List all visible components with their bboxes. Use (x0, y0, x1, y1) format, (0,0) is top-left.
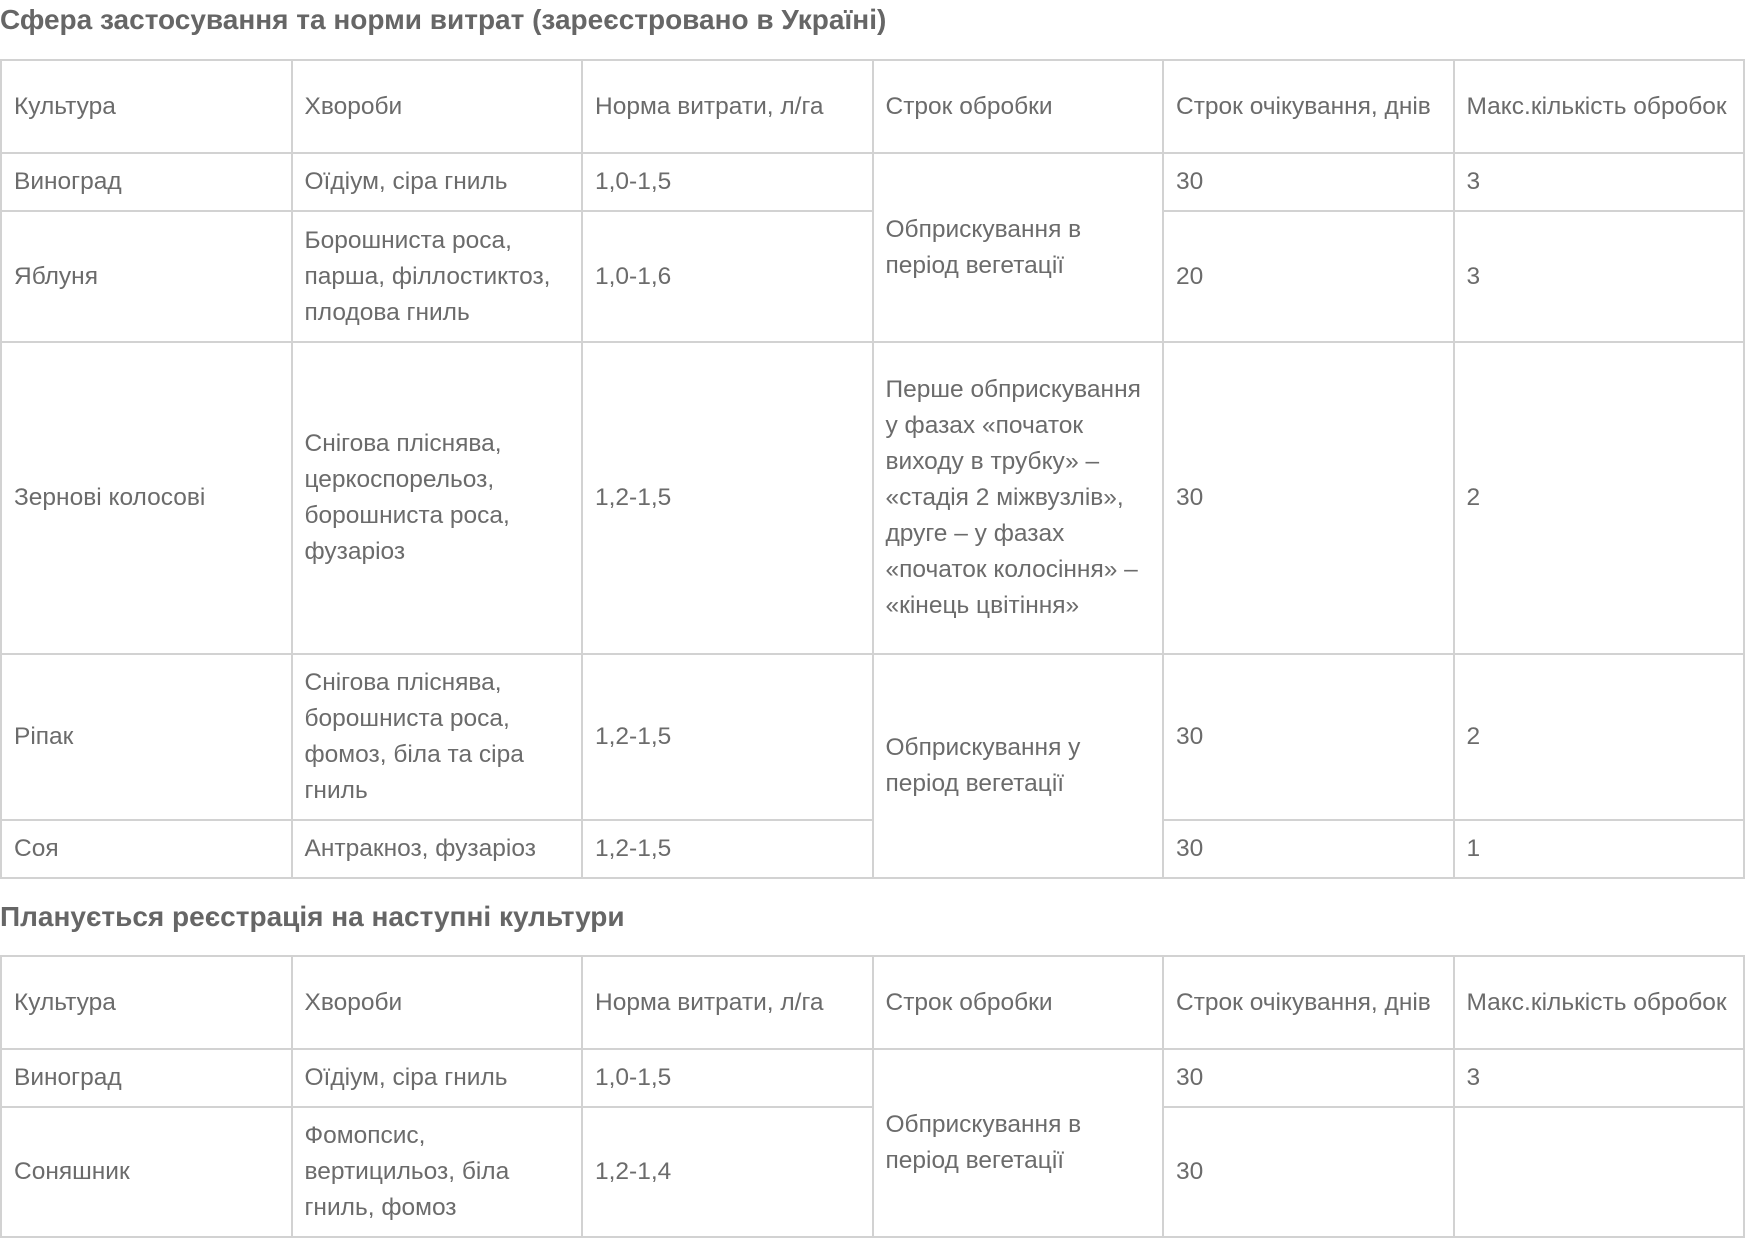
disease-cell: Оїдіум, сіра гниль (292, 1049, 583, 1107)
wait-cell: 30 (1163, 654, 1454, 820)
header-cell: Строк обробки (873, 60, 1164, 153)
header-cell: Строк очікування, днів (1163, 60, 1454, 153)
table-row (1, 342, 1744, 654)
table-header-row (1, 60, 1744, 153)
header-cell: Культура (1, 60, 292, 153)
wait-cell: 30 (1163, 1049, 1454, 1107)
crop-cell: Виноград (1, 153, 292, 211)
wait-cell: 30 (1163, 1107, 1454, 1237)
disease-cell: Снігова пліснява, церкоспорельоз, борошниста роса, фузаріоз (292, 342, 583, 654)
table-row (1, 1049, 1744, 1107)
crop-cell: Ріпак (1, 654, 292, 820)
header-cell: Норма витрати, л/га (582, 60, 873, 153)
rate-cell: 1,2-1,5 (582, 342, 873, 654)
rate-cell: 1,0-1,6 (582, 211, 873, 342)
section-title-registered: Сфера застосування та норми витрат (зареєстровано в Україні) (0, 4, 887, 35)
header-cell: Строк обробки (873, 956, 1164, 1049)
header-cell: Хвороби (292, 60, 583, 153)
disease-cell: Борошниста роса, парша, філлостиктоз, плодова гниль (292, 211, 583, 342)
timing-cell: Перше обприскування у фазах «початок виходу в трубку» – «стадія 2 міжвузлів», друге – у фазах «початок колосіння» – «кінець цвітіння» (873, 342, 1164, 654)
rate-cell: 1,2-1,5 (582, 820, 873, 878)
crop-cell: Виноград (1, 1049, 292, 1107)
header-cell: Строк очікування, днів (1163, 956, 1454, 1049)
planned-table (0, 955, 1745, 1238)
section-title-planned: Планується реєстрація на наступні культури (0, 901, 625, 932)
max-cell (1454, 1107, 1745, 1237)
header-cell: Хвороби (292, 956, 583, 1049)
wait-cell: 30 (1163, 820, 1454, 878)
disease-cell: Антракноз, фузаріоз (292, 820, 583, 878)
disease-cell: Снігова пліснява, борошниста роса, фомоз, біла та сіра гниль (292, 654, 583, 820)
timing-cell: Обприскування у період вегетації (873, 654, 1164, 878)
rate-cell: 1,0-1,5 (582, 1049, 873, 1107)
crop-cell: Зернові колосові (1, 342, 292, 654)
table-row (1, 654, 1744, 820)
wait-cell: 30 (1163, 342, 1454, 654)
header-cell: Макс.кількість обробок (1454, 956, 1745, 1049)
crop-cell: Яблуня (1, 211, 292, 342)
disease-cell: Фомопсис, вертицильоз, біла гниль, фомоз (292, 1107, 583, 1237)
header-cell: Норма витрати, л/га (582, 956, 873, 1049)
max-cell: 2 (1454, 342, 1745, 654)
max-cell: 2 (1454, 654, 1745, 820)
table-header-row (1, 956, 1744, 1049)
max-cell: 3 (1454, 153, 1745, 211)
header-cell: Культура (1, 956, 292, 1049)
wait-cell: 20 (1163, 211, 1454, 342)
registered-table (0, 59, 1745, 879)
rate-cell: 1,2-1,5 (582, 654, 873, 820)
table-row (1, 153, 1744, 211)
timing-cell: Обприскування в період вегетації (873, 153, 1164, 342)
timing-cell: Обприскування в період вегетації (873, 1049, 1164, 1237)
rate-cell: 1,2-1,4 (582, 1107, 873, 1237)
header-cell: Макс.кількість обробок (1454, 60, 1745, 153)
max-cell: 1 (1454, 820, 1745, 878)
wait-cell: 30 (1163, 153, 1454, 211)
max-cell: 3 (1454, 1049, 1745, 1107)
crop-cell: Соняшник (1, 1107, 292, 1237)
crop-cell: Соя (1, 820, 292, 878)
max-cell: 3 (1454, 211, 1745, 342)
disease-cell: Оїдіум, сіра гниль (292, 153, 583, 211)
rate-cell: 1,0-1,5 (582, 153, 873, 211)
